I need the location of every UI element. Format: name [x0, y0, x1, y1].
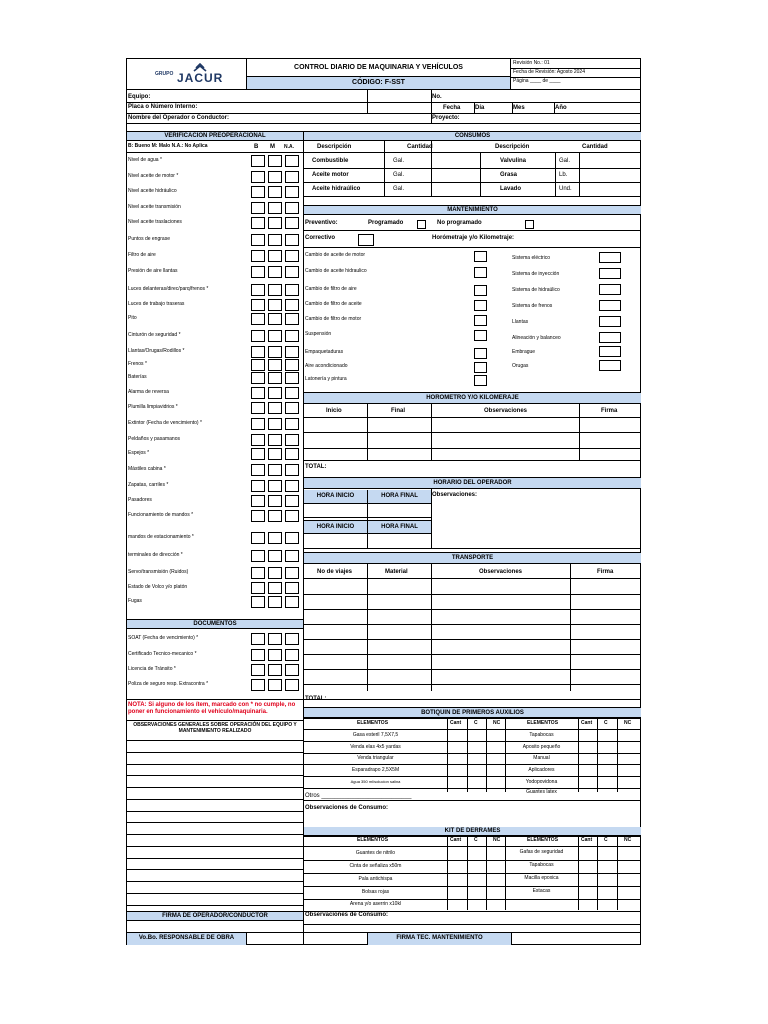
verif-na-checkbox[interactable]	[285, 202, 299, 214]
mantenimiento-right-checkbox[interactable]	[599, 346, 621, 357]
verif-b-checkbox[interactable]	[251, 480, 265, 492]
botiquin-elementos-2: ELEMENTOS	[527, 720, 559, 726]
kit-cant-2: Cant	[581, 837, 593, 843]
verif-m-checkbox[interactable]	[268, 346, 282, 358]
mantenimiento-left-item: Cambio de filtro de motor	[305, 316, 362, 322]
placa-label: Placa o Número Interno:	[128, 104, 198, 110]
verif-item-label: Servo/transmisión (Ruidos)	[128, 569, 189, 575]
botiquin-elementos-1: ELEMENTOS	[357, 720, 389, 726]
kit-nc-2: NC	[624, 837, 632, 843]
mantenimiento-right-item: Sistema de hidraúlico	[512, 287, 560, 293]
verif-m-checkbox[interactable]	[268, 550, 282, 562]
verif-item-label: Nivel aceite de motor *	[128, 173, 179, 179]
botiquin-obs-consumo: Observaciones de Consumo:	[305, 805, 389, 811]
verif-b-checkbox[interactable]	[251, 402, 265, 414]
verif-b-checkbox[interactable]	[251, 299, 265, 311]
hora-inicio-1: HORA INICIO	[304, 490, 368, 504]
mantenimiento-right-item: Sistema de inyección	[512, 271, 560, 277]
kit-right-item: Estacas	[532, 888, 551, 894]
consumos-desc-1: Descripción	[317, 144, 352, 150]
verif-na-checkbox[interactable]	[285, 346, 299, 358]
verif-b-checkbox[interactable]	[251, 418, 265, 430]
mantenimiento-right-checkbox[interactable]	[599, 300, 621, 311]
consumo-unit: Und.	[559, 186, 572, 192]
mantenimiento-right-item: Alineación y balanceo	[512, 335, 561, 341]
verif-na-checkbox[interactable]	[285, 596, 299, 608]
verif-b-checkbox[interactable]	[251, 448, 265, 460]
mantenimiento-right-checkbox[interactable]	[599, 252, 621, 263]
horometro-final: Final	[391, 408, 406, 414]
verif-na-checkbox[interactable]	[285, 299, 299, 311]
botiquin-nc-2: NC	[624, 720, 632, 726]
verif-b-checkbox[interactable]	[251, 284, 265, 296]
verif-b-checkbox[interactable]	[251, 202, 265, 214]
verif-m-checkbox[interactable]	[268, 217, 282, 229]
preventivo-label: Preventivo:	[305, 220, 338, 226]
verif-na-checkbox[interactable]	[285, 434, 299, 446]
verif-item-label: Filtro de aire	[128, 252, 156, 258]
botiquin-left-item: Venda elas 4x5 yardas	[350, 744, 401, 750]
verif-m-checkbox[interactable]	[268, 359, 282, 371]
hora-final-1: HORA FINAL	[368, 490, 432, 504]
verif-na-checkbox[interactable]	[285, 266, 299, 278]
verif-b-checkbox[interactable]	[251, 434, 265, 446]
consumo-unit: Gal.	[393, 158, 405, 164]
hora-final-2: HORA FINAL	[368, 520, 432, 534]
botiquin-c-2: C	[604, 720, 608, 726]
consumo-unit: Lb.	[559, 172, 568, 178]
verif-na-checkbox[interactable]	[285, 550, 299, 562]
verif-title: VERIFICACIÓN PREOPERACIONAL	[127, 131, 303, 141]
mantenimiento-right-item: Embrague	[512, 349, 536, 355]
page-label: Página ____ de ____	[513, 78, 561, 84]
mantenimiento-right-checkbox[interactable]	[599, 268, 621, 279]
mantenimiento-right-item: Orugas	[512, 363, 529, 369]
verif-m-checkbox[interactable]	[268, 567, 282, 579]
mantenimiento-left-checkbox[interactable]	[474, 315, 487, 326]
consumo-unit: Gal.	[559, 158, 571, 164]
kit-left-item: Cinta de señaliza x50m	[349, 863, 402, 869]
botiquin-otros: Otros ___________________________	[305, 793, 412, 799]
consumo-unit: Gal.	[393, 186, 405, 192]
verif-m-checkbox[interactable]	[268, 250, 282, 262]
documento-b-checkbox[interactable]	[251, 664, 265, 676]
verif-na-checkbox[interactable]	[285, 480, 299, 492]
firma-tec-label: FIRMA TEC. MANTENIMIENTO	[367, 933, 512, 945]
verif-item-label: Funcionamiento de mandos *	[128, 512, 194, 518]
verif-item-label: Frenos *	[128, 361, 147, 367]
verif-na-checkbox[interactable]	[285, 582, 299, 594]
documento-na-checkbox[interactable]	[285, 633, 299, 645]
mantenimiento-right-checkbox[interactable]	[599, 316, 621, 327]
kit-elementos-2: ELEMENTOS	[527, 837, 559, 843]
verif-item-label: Luces delanteras/direc/parq/frenos *	[128, 286, 209, 292]
verif-b-checkbox[interactable]	[251, 550, 265, 562]
verif-b-checkbox[interactable]	[251, 567, 265, 579]
transporte-firma: Firma	[597, 569, 614, 575]
verif-m-checkbox[interactable]	[268, 495, 282, 507]
logo-main-text: JACUR	[177, 71, 224, 85]
mantenimiento-left-checkbox[interactable]	[474, 300, 487, 311]
verif-na-checkbox[interactable]	[285, 372, 299, 384]
horometro-inicio: Inicio	[326, 408, 342, 414]
documento-item-label: Poliza de seguro resp. Extracontra *	[128, 681, 209, 687]
verif-m-checkbox[interactable]	[268, 582, 282, 594]
verif-na-checkbox[interactable]	[285, 313, 299, 325]
kit-left-item: Arena y/o aserrin x10kl	[349, 901, 402, 907]
documento-na-checkbox[interactable]	[285, 664, 299, 676]
documento-m-checkbox[interactable]	[268, 649, 282, 661]
verif-item-label: Zapatas, carriles *	[128, 482, 169, 488]
logo-arrows-icon	[193, 63, 207, 72]
mantenimiento-right-checkbox[interactable]	[599, 332, 621, 343]
verif-item-label: Cinturón de seguridad *	[128, 332, 181, 338]
verif-item-label: Mástiles cabina *	[128, 466, 166, 472]
documento-m-checkbox[interactable]	[268, 633, 282, 645]
botiquin-right-item: Aposito pequeño	[522, 744, 561, 750]
verif-item-label: Puntos de engrase	[128, 236, 170, 242]
verif-m-checkbox[interactable]	[268, 234, 282, 246]
consumo-desc: Aceite hidraúlico	[312, 186, 361, 192]
verif-m-checkbox[interactable]	[268, 480, 282, 492]
documento-item-label: Certificado Tecnico-mecanico *	[128, 651, 197, 657]
fecha-label: Fecha	[443, 105, 461, 111]
consumo-desc: Combustible	[312, 158, 349, 164]
col-na-label: N.A.	[284, 144, 294, 150]
col-b-label: B	[254, 144, 259, 150]
verif-b-checkbox[interactable]	[251, 582, 265, 594]
verif-na-checkbox[interactable]	[285, 155, 299, 167]
documento-na-checkbox[interactable]	[285, 649, 299, 661]
botiquin-left-item: Esparadrapo 2,5X5M	[351, 767, 400, 773]
mantenimiento-left-checkbox[interactable]	[474, 285, 487, 296]
verif-b-checkbox[interactable]	[251, 266, 265, 278]
verif-na-checkbox[interactable]	[285, 402, 299, 414]
mantenimiento-left-item: Latonería y pintura	[305, 376, 347, 382]
mantenimiento-left-checkbox[interactable]	[474, 362, 487, 373]
botiquin-right-item: Tapabocas	[529, 732, 554, 738]
documento-b-checkbox[interactable]	[251, 633, 265, 645]
verif-na-checkbox[interactable]	[285, 510, 299, 522]
botiquin-right-item: Manual	[533, 755, 550, 761]
verif-b-checkbox[interactable]	[251, 596, 265, 608]
verif-item-label: Pasadores	[128, 497, 152, 503]
botiquin-cant-1: Cant	[450, 720, 462, 726]
verif-na-checkbox[interactable]	[285, 234, 299, 246]
consumo-unit: Gal.	[393, 172, 405, 178]
observaciones-generales: OBSERVACIONES GENERALES SOBRE OPERACIÓN DEL EQUIPO Y MANTENIMIENTO REALIZADO	[133, 722, 297, 734]
verif-na-checkbox[interactable]	[285, 359, 299, 371]
mantenimiento-left-checkbox[interactable]	[474, 375, 487, 386]
verif-b-checkbox[interactable]	[251, 186, 265, 198]
programado-label: Programado	[368, 220, 404, 226]
equipo-label: Equipo:	[128, 94, 151, 100]
verif-item-label: Peldaños y pasamanos	[128, 436, 180, 442]
verif-m-checkbox[interactable]	[268, 202, 282, 214]
verif-na-checkbox[interactable]	[285, 186, 299, 198]
kit-left-item: Guantes de nitrilo	[355, 850, 396, 856]
revision-label: Revisión No.: 01	[513, 60, 550, 66]
botiquin-left-item: Agua 350 ml/solucion salina	[350, 779, 401, 784]
verif-m-checkbox[interactable]	[268, 387, 282, 399]
verif-na-checkbox[interactable]	[285, 217, 299, 229]
botiquin-right-item: Guantes latex	[526, 789, 557, 795]
horario-observaciones: Observaciones:	[432, 492, 478, 498]
mantenimiento-title: MANTENIMIENTO	[304, 205, 641, 215]
col-m-label: M	[270, 144, 275, 150]
dia-label: Día	[475, 105, 485, 111]
logo	[149, 63, 224, 85]
verif-m-checkbox[interactable]	[268, 448, 282, 460]
anio-label: Año	[555, 105, 567, 111]
documento-m-checkbox[interactable]	[268, 664, 282, 676]
verif-item-label: Llantas/Orugas/Rodillos *	[128, 348, 185, 354]
verif-m-checkbox[interactable]	[268, 330, 282, 342]
verif-item-label: Extintor (Fecha de vencimiento) *	[128, 420, 202, 426]
botiquin-title: BOTIQUIN DE PRIMEROS AUXILIOS	[304, 707, 641, 718]
kit-right-item: Gafas de seguridad	[519, 849, 564, 855]
transporte-observaciones: Observaciones	[479, 569, 523, 575]
verif-item-label: Pito	[128, 315, 137, 321]
verif-na-checkbox[interactable]	[285, 250, 299, 262]
verif-b-checkbox[interactable]	[251, 372, 265, 384]
documento-item-label: Licencia de Tránsito *	[128, 666, 176, 672]
horometro-firma: Firma	[601, 408, 618, 414]
mantenimiento-left-checkbox[interactable]	[474, 330, 487, 341]
verif-na-checkbox[interactable]	[285, 330, 299, 342]
verif-item-label: Nivel aceite transmisión	[128, 204, 181, 210]
mantenimiento-left-item: Cambio de filtro de aceite	[305, 301, 362, 307]
documento-item-label: SOAT (Fecha de vencimiento) *	[128, 635, 199, 641]
verif-m-checkbox[interactable]	[268, 372, 282, 384]
kit-right-item: Tapabocas	[529, 862, 554, 868]
verif-b-checkbox[interactable]	[251, 313, 265, 325]
verif-m-checkbox[interactable]	[268, 418, 282, 430]
form-sheet	[126, 58, 641, 945]
verif-item-label: Espejos *	[128, 450, 150, 456]
verif-item-label: mandos de estacionamiento *	[128, 534, 194, 540]
verif-b-checkbox[interactable]	[251, 330, 265, 342]
horario-title: HORARIO DEL OPERADOR	[304, 477, 641, 489]
consumo-desc: Lavado	[500, 186, 522, 192]
revision-date-label: Fecha de Revisión: Agosto 2024	[513, 69, 585, 75]
hora-inicio-2: HORA INICIO	[304, 520, 368, 534]
mantenimiento-left-checkbox[interactable]	[474, 267, 487, 278]
form-code: CÓDIGO: F-SST	[352, 79, 405, 86]
verif-item-label: Luces de trabajo traseras	[128, 301, 185, 307]
no-label: No.	[432, 94, 442, 100]
verif-m-checkbox[interactable]	[268, 510, 282, 522]
verif-m-checkbox[interactable]	[268, 284, 282, 296]
kit-nc-1: NC	[493, 837, 501, 843]
no-programado-checkbox[interactable]	[525, 220, 534, 229]
verif-item-label: Fugas	[128, 598, 142, 604]
verif-m-checkbox[interactable]	[268, 596, 282, 608]
verif-item-label: Plumilla limpiavidrios *	[128, 404, 178, 410]
verif-item-label: Presión de aire llantas	[128, 268, 178, 274]
mantenimiento-left-item: Cambio de aceite de motor	[305, 252, 366, 258]
mantenimiento-left-item: Cambio de aceite hidraulico	[305, 268, 367, 274]
verif-b-checkbox[interactable]	[251, 464, 265, 476]
mes-label: Mes	[513, 105, 525, 111]
verif-na-checkbox[interactable]	[285, 567, 299, 579]
verif-m-checkbox[interactable]	[268, 186, 282, 198]
mantenimiento-right-item: Sistema de frenos	[512, 303, 553, 309]
verif-b-checkbox[interactable]	[251, 171, 265, 183]
kit-left-item: Pala antichispa	[358, 876, 393, 882]
verif-item-label: Nivel aceite hidráulico	[128, 188, 177, 194]
documento-b-checkbox[interactable]	[251, 649, 265, 661]
verif-item-label: Baterías	[128, 374, 147, 380]
verif-legend: B: Bueno M: Malo N.A.: No Aplica	[128, 143, 208, 149]
vobo-label: Vo.Bo. RESPONSABLE DE OBRA	[127, 933, 246, 945]
no-programado-label: No programado	[437, 220, 482, 226]
verif-item-label: Nivel de agua *	[128, 157, 162, 163]
verif-na-checkbox[interactable]	[285, 532, 299, 544]
verif-na-checkbox[interactable]	[285, 495, 299, 507]
transporte-total: TOTAL:	[305, 696, 327, 702]
verif-m-checkbox[interactable]	[268, 266, 282, 278]
botiquin-nc-1: NC	[493, 720, 501, 726]
kit-obs-consumo: Observaciones de Consumo:	[305, 912, 389, 918]
consumo-desc: Grasa	[500, 172, 518, 178]
verif-b-checkbox[interactable]	[251, 217, 265, 229]
firma-operador-label: FIRMA DE OPERADOR/CONDUCTOR	[127, 911, 303, 921]
verif-m-checkbox[interactable]	[268, 299, 282, 311]
documento-m-checkbox[interactable]	[268, 679, 282, 691]
consumos-title: CONSUMOS	[304, 131, 641, 141]
mantenimiento-right-item: Llantas	[512, 319, 529, 325]
horometro-observaciones: Observaciones	[484, 408, 528, 414]
verif-item-label: Estado de Volco y/o platón	[128, 584, 188, 590]
verif-b-checkbox[interactable]	[251, 250, 265, 262]
horometraje-label: Horómetraje y/o Kilometraje:	[432, 235, 515, 241]
verif-na-checkbox[interactable]	[285, 387, 299, 399]
kit-c-2: C	[604, 837, 608, 843]
transporte-viajes: No de viajes	[317, 569, 353, 575]
mantenimiento-left-item: Empaquetaduras	[305, 349, 344, 355]
consumo-desc: Aceite motor	[312, 172, 349, 178]
verif-item-label: Alarma de reversa	[128, 389, 169, 395]
mantenimiento-left-item: Suspensión	[305, 331, 332, 337]
verif-item-label: terminales de dirección *	[128, 552, 183, 558]
mantenimiento-right-checkbox[interactable]	[599, 360, 621, 371]
verif-m-checkbox[interactable]	[268, 434, 282, 446]
programado-checkbox[interactable]	[417, 220, 426, 229]
mantenimiento-right-item: Sistema eléctrico	[512, 255, 551, 261]
horometro-total: TOTAL:	[305, 464, 327, 470]
verif-m-checkbox[interactable]	[268, 402, 282, 414]
kit-right-item: Macilla epoxica	[524, 875, 559, 881]
botiquin-c-1: C	[474, 720, 478, 726]
transporte-material: Material	[385, 569, 408, 575]
logo-small-text: GRUPO	[155, 71, 174, 77]
verif-m-checkbox[interactable]	[268, 464, 282, 476]
kit-c-1: C	[474, 837, 478, 843]
mantenimiento-left-checkbox[interactable]	[474, 251, 487, 262]
verif-na-checkbox[interactable]	[285, 284, 299, 296]
verif-b-checkbox[interactable]	[251, 532, 265, 544]
mantenimiento-right-checkbox[interactable]	[599, 284, 621, 295]
verif-b-checkbox[interactable]	[251, 234, 265, 246]
verif-m-checkbox[interactable]	[268, 532, 282, 544]
consumos-cant-1: Cantidad	[407, 144, 433, 150]
botiquin-cant-2: Cant	[581, 720, 593, 726]
kit-left-item: Bolsas rojas	[361, 889, 390, 895]
botiquin-right-item: Aplicadores	[528, 767, 555, 773]
nota-text: NOTA: Si alguno de los ítem, marcado con * no cumple, no poner en funcionamiento el vehículo/maquinaria.	[128, 702, 296, 715]
verif-b-checkbox[interactable]	[251, 346, 265, 358]
verif-b-checkbox[interactable]	[251, 495, 265, 507]
kit-cant-1: Cant	[450, 837, 462, 843]
botiquin-left-item: Venda triangular	[357, 755, 394, 761]
verif-b-checkbox[interactable]	[251, 359, 265, 371]
documentos-title: DOCUMENTOS	[127, 619, 303, 629]
nombre-label: Nombre del Operador o Conductor:	[128, 115, 230, 121]
mantenimiento-left-item: Aire acondicionado	[305, 363, 348, 369]
verif-na-checkbox[interactable]	[285, 464, 299, 476]
botiquin-right-item: Yodopovidona	[525, 779, 558, 785]
consumo-desc: Valvulina	[500, 158, 527, 164]
verif-na-checkbox[interactable]	[285, 171, 299, 183]
verif-item-label: Nivel aceite traslaciones	[128, 219, 182, 225]
verif-b-checkbox[interactable]	[251, 155, 265, 167]
horometro-title: HOROMETRO Y/O KILOMERAJE	[304, 392, 641, 404]
verif-m-checkbox[interactable]	[268, 155, 282, 167]
verif-m-checkbox[interactable]	[268, 171, 282, 183]
mantenimiento-left-item: Cambio de filtro de aire	[305, 286, 357, 292]
proyecto-label: Proyecto:	[432, 115, 460, 121]
verif-na-checkbox[interactable]	[285, 418, 299, 430]
verif-na-checkbox[interactable]	[285, 448, 299, 460]
kit-elementos-1: ELEMENTOS	[357, 837, 389, 843]
consumos-cant-2: Cantidad	[582, 144, 608, 150]
verif-b-checkbox[interactable]	[251, 510, 265, 522]
documento-na-checkbox[interactable]	[285, 679, 299, 691]
correctivo-checkbox[interactable]	[358, 234, 374, 246]
correctivo-label: Correctivo	[305, 235, 336, 241]
verif-m-checkbox[interactable]	[268, 313, 282, 325]
documento-b-checkbox[interactable]	[251, 679, 265, 691]
kit-title: KIT DE DERRAMES	[304, 827, 641, 836]
transporte-title: TRANSPORTE	[304, 552, 641, 564]
botiquin-left-item: Gasa esteril 7,5X7,5	[352, 732, 399, 738]
verif-b-checkbox[interactable]	[251, 387, 265, 399]
form-title: CONTROL DIARIO DE MAQUINARIA Y VEHÍCULOS	[294, 64, 463, 71]
consumos-desc-2: Descripción	[495, 144, 530, 150]
mantenimiento-left-checkbox[interactable]	[474, 348, 487, 359]
